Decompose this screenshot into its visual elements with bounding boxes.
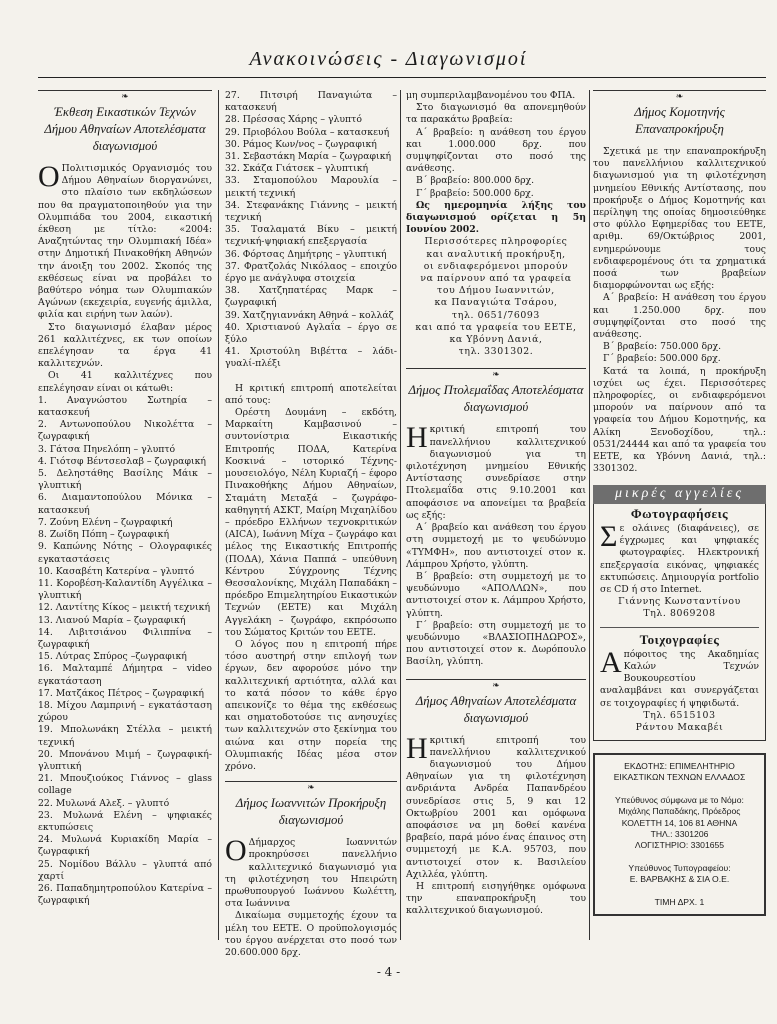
article-paragraph: Η επιτροπή εισηγήθηκε ομόφωνα την επαναπροκήρυξη του καλλιτεχνικού διαγωνισμού. bbox=[406, 880, 586, 917]
publisher-line bbox=[599, 852, 760, 863]
article-paragraph: Στο διαγωνισμό έλαβαν μέρος 261 καλλιτέχνες, εκ των οποίων επελέγησαν τα έργα 41 καλλιτεχνών. bbox=[38, 321, 212, 370]
ad-separator bbox=[600, 627, 759, 628]
article-paragraph: Κατά τα λοιπά, η προκήρυξη ισχύει ως έχει. Περισσότερες πληροφορίες, οι ενδιαφερόμενοι μπορούν να παίρνουν από τα γραφεία του Δήμου Κομοτηνής, κα Αλίκη Ξενοδοχίδου, τηλ.: 0531/24444 και από τα γραφεία του ΕΕΤΕ, κα Υβόννη Δανιά, τηλ.: 3301302. bbox=[593, 365, 766, 475]
drop-cap: Ο bbox=[225, 834, 247, 868]
artist-list-item: 19. Μπολωνάκη Στέλλα – μεικτή τεχνική bbox=[38, 724, 212, 748]
classifieds-box bbox=[593, 504, 766, 741]
artist-list-item: 14. Λιβιτσιάνου Φιλιππίνα – ζωγραφική bbox=[38, 626, 212, 650]
artist-list-item: 8. Ζωίδη Πόπη – ζωγραφική bbox=[38, 529, 170, 541]
artist-list-item: 30. Ράμος Κων/νος – ζωγραφική bbox=[225, 138, 377, 150]
ad-title-photography: Φωτογραφήσεις bbox=[630, 505, 729, 521]
artist-list-item: 27. Πιτσιρή Παναγιώτα – κατασκευή bbox=[225, 90, 397, 114]
contact-line: Περισσότερες πληροφορίες bbox=[424, 236, 568, 248]
artist-list-item: 16. Μαλταμπέ Δήμητρα – video εγκατάσταση bbox=[38, 663, 212, 687]
publisher-line: Μιχάλης Παπαδάκης, Πρόεδρος bbox=[618, 806, 741, 817]
column-2 bbox=[225, 90, 397, 958]
publisher-line bbox=[599, 784, 760, 795]
publisher-line: ΕΙΚΑΣΤΙΚΩΝ ΤΕΧΝΩΝ ΕΛΛΑΔΟΣ bbox=[613, 772, 746, 783]
artist-list-item: 41. Χριστούλη Βιβέττα – λάδι-γυαλί-πλέξι bbox=[225, 346, 397, 370]
article-title-athens-results: Δήμος Αθηναίων Αποτελέσματα διαγωνισμού bbox=[415, 693, 577, 725]
contact-block bbox=[406, 236, 586, 358]
artist-list-item: 7. Ζούνη Ελένη – ζωγραφική bbox=[38, 516, 173, 528]
drop-cap: Η bbox=[406, 421, 428, 455]
column-divider bbox=[400, 90, 401, 940]
article-paragraph: Ηκριτική επιτροπή του πανελλήνιου καλλιτεχνικού διαγωνισμού του Δήμου Αθηναίων για τη φιλοτέχνηση ανδριάντα Ανδρέα Παπανδρέου συνεδρίασε στις 5, 9 και 12 Οκτωβρίου 2001 και ομόφωνα αποφάσισε να μη δοθεί κανένα βραβείο, παρά μόνο ένας έπαινος στη συμμετοχή με Κ.Α. 95703, που αντιστοιχεί στον κ. Βασιλείου Αχιλλέα, γλύπτη. bbox=[406, 731, 586, 880]
page-body bbox=[38, 90, 766, 960]
publisher-line: ΤΗΛ.: 3301206 bbox=[650, 828, 709, 839]
ad-contact-phone: Τηλ. 8069208 bbox=[643, 608, 716, 620]
artist-list-item: 12. Λαντίτης Κίκος – μεικτή τεχνική bbox=[38, 602, 211, 614]
artist-list-item: 32. Σκάζα Γιάτσεκ – γλυπτική bbox=[225, 163, 369, 175]
artist-list-item: 4. Γιότσφ Βέντσεσλαβ – ζωγραφική bbox=[38, 455, 206, 467]
artist-list-item: 17. Ματζάκος Πέτρος – ζωγραφική bbox=[38, 687, 204, 699]
drop-cap: Σ bbox=[600, 519, 618, 553]
publisher-line: Υπεύθυνος Τυπογραφείου: bbox=[628, 862, 731, 873]
artist-list-item: 24. Μυλωνά Κυριακίδη Μαρία – ζωγραφική bbox=[38, 834, 212, 858]
article-paragraph: μη συμπεριλαμβανομένου του ΦΠΑ. bbox=[406, 90, 576, 101]
column-divider bbox=[589, 90, 590, 940]
artist-list-item: 39. Χατζηγιαννάκη Αθηνά – κολλάζ bbox=[225, 309, 394, 321]
prize-line: Γ΄ βραβείο: 500.000 δρχ. bbox=[603, 353, 721, 365]
artist-list-item: 18. Μίχου Λαμπρινή – εγκατάσταση χώρου bbox=[38, 699, 212, 724]
artist-list-item: 25. Νομίδου Βάλλυ – γλυπτά από χαρτί bbox=[38, 858, 212, 882]
ornament-icon: ❧ bbox=[593, 90, 766, 102]
publisher-info-box bbox=[593, 753, 766, 916]
column-4 bbox=[593, 90, 766, 940]
artist-list-item: 29. Πριοβόλου Βούλα – κατασκευή bbox=[225, 126, 390, 138]
ad-contact-phone: Τηλ. 6515103 bbox=[643, 709, 716, 721]
artist-list-item: 23. Μυλωνά Ελένη – ψηφιακές εκτυπώσεις bbox=[38, 809, 212, 833]
artist-list-item: 37. Φρατζολάς Νικόλαος – εποιχύο έργο με ανάγλυφα στοιχεία bbox=[225, 260, 397, 285]
contact-line: κα Παναγιώτα Τσάρου, bbox=[434, 297, 558, 309]
article-title-ioannina: Δήμος Ιωαννιτών Προκήρυξη διαγωνισμού bbox=[235, 796, 387, 828]
article-title-komotini: Δήμος Κομοτηνής Επαναπροκήρυξη bbox=[634, 105, 725, 136]
artist-list-item: 28. Πρέσσας Χάρης – γλυπτό bbox=[225, 114, 362, 126]
publisher-line bbox=[599, 885, 760, 896]
page-number: - 4 - bbox=[376, 965, 401, 979]
prize-line: Α΄ βραβείο και ανάθεση του έργου στη συμμετοχή με το ψευδώνυμο «ΤΥΜΦΗ», που αντιστοιχεί στον κ. Λάμπρου Χρήστο, γλύπτη. bbox=[406, 522, 586, 570]
publisher-line: Υπεύθυνος σύμφωνα με το Νόμο: bbox=[615, 795, 744, 806]
classifieds-header: μικρές αγγελίες bbox=[593, 485, 766, 503]
article-paragraph: Οι 41 καλλιτέχνες που επελέγησαν είναι οι κάτωθι: bbox=[38, 370, 212, 394]
drop-cap: Ο bbox=[38, 160, 60, 193]
artist-list-item: 20. Μπονάνου Μιμή – ζωγραφική-γλυπτική bbox=[38, 748, 212, 772]
prize-line: Β΄ βραβείο: στη συμμετοχή με το ψευδώνυμο «ΑΠΟΛΛΩΝ», που αντιστοιχεί στον κ. Λάμπρου Χρήστο, γλύπτη. bbox=[406, 570, 586, 619]
ad-text: Απόφοιτος της Ακαδημίας Καλών Τεχνών Βουκουρεστίου αναλαμβάνει και συνεργάζεται σε τοιχογραφίες ή ψηφιδωτά. bbox=[600, 645, 759, 709]
column-1 bbox=[38, 90, 212, 940]
artist-list-item: 22. Μυλωνά Αλεξ. – γλυπτό bbox=[38, 797, 170, 809]
article-title-athens-exhibition: Έκθεση Εικαστικών Τεχνών Δήμου Αθηναίων Αποτελέσματα διαγωνισμού bbox=[44, 105, 206, 153]
artist-list-item: 10. Κασαβέτη Κατερίνα – γλυπτό bbox=[38, 565, 195, 577]
artist-list-item: 35. Τσαλαματά Βίκυ – μεικτή τεχνική-ψηφιακή επεξεργασία bbox=[225, 224, 397, 248]
article-paragraph: Ο λόγος που η επιτροπή πήρε τόσο αυστηρή στην επιλογή των έργων, δεν αφορούσε μόνο την καλλιτεχνική αρτιότητα, αλλά και το κατά πόσον το κάθε έργο απεικονίζε το θέμα της εκθέσεως και σηματοδοτούσε τις ανησυχίες των καλλιτεχνών στο ξεκίνημα του αιώνα και στην πορεία της Ολυμπιακής Ιδέας μέσα στον χρόνο. bbox=[225, 638, 397, 772]
ornament-icon: ❧ bbox=[406, 368, 586, 380]
prize-line: Β΄ βραβείο: 800.000 δρχ. bbox=[416, 175, 535, 187]
prize-line: Γ΄ βραβείο: 500.000 δρχ. bbox=[416, 187, 534, 199]
artist-list-item: 2. Αντωνοπούλου Νικολέττα – ζωγραφική bbox=[38, 419, 212, 443]
publisher-line: ΚΟΛΕΤΤΗ 14, 106 81 ΑΘΗΝΑ bbox=[621, 817, 738, 828]
artist-list-item: 3. Γάτσα Πηνελόπη – γλυπτό bbox=[38, 443, 176, 455]
article-title-ptolemaida: Δήμος Πτολεμαΐδας Αποτελέσματα διαγωνισμού bbox=[408, 383, 584, 415]
artist-list-item: 13. Λιανού Μαρία – ζωγραφική bbox=[38, 614, 186, 626]
article-paragraph: Ηκριτική επιτροπή του πανελλήνιου καλλιτεχνικού διαγωνισμού για τη φιλοτέχνηση μνημείου Εθνικής Αντίστασης συνεδρίασε στην Πτολεμαΐδα στις 9.10.2001 και αποφάσισε να απονείμει τα βραβεία ως εξής: bbox=[406, 421, 586, 521]
artist-list-item: 1. Αναγνώστου Σωτηρία – κατασκευή bbox=[38, 394, 212, 419]
article-paragraph: Η κριτική επιτροπή αποτελείται από τους: bbox=[225, 382, 397, 406]
artist-list-item: 21. Μπουζιούκος Γιάννος – glass collage bbox=[38, 773, 212, 797]
article-paragraph: Σχετικά με την επαναπροκήρυξη του πανελλήνιου καλλιτεχνικού διαγωνισμού για τη φιλοτέχνηση μνημείου Εθνικής Αντίστασης, που προκήρυξε ο Δήμος Κομοτηνής και περίληψη της οποίας δημοσιεύθηκε στο φύλλο Εφημερίδας του ΕΕΤΕ, αριθμ. 69/Οκτώβριος 2001, ενημερώνουμε τους ενδιαφερομένους ότι τα χρηματικά ποσά των βραβείων διαμορφώνονται ως εξής: bbox=[593, 146, 766, 292]
artist-list-item: 40. Χριστιανού Αγλαΐα – έργο σε ξύλο bbox=[225, 321, 397, 346]
page-header-title: Ανακοινώσεις - Διαγωνισμοί bbox=[249, 48, 528, 70]
artist-list-item: 9. Καπώνης Νότης – Ολογραφικές εγκαταστάσεις bbox=[38, 541, 212, 565]
artist-list-item: 15. Λύτρας Σπύρος –ζωγραφική bbox=[38, 651, 187, 663]
ornament-icon: ❧ bbox=[225, 781, 397, 793]
drop-cap: Α bbox=[600, 645, 622, 679]
publisher-line: ΛΟΓΙΣΤΗΡΙΟ: 3301655 bbox=[634, 840, 725, 851]
contact-line: και αναλυτική προκήρυξη, bbox=[426, 248, 566, 260]
prize-line: Α΄ βραβείο: η ανάθεση του έργου και 1.000.000 δρχ. που συμψηφίζονται στο ποσό της ανάθεσης. bbox=[406, 126, 586, 175]
prize-line: Γ΄ βραβείο: στη συμμετοχή με το ψευδώνυμο «ΒΛΑΣΙΟΠΗΔΩΡΟΣ», που αντιστοιχεί στον κ. Δωρόπουλο Βασίλη, γλύπτη. bbox=[406, 619, 586, 668]
publisher-line: ΤΙΜΗ ΔΡΧ. 1 bbox=[654, 896, 705, 907]
ad-text: Σε ολάινες (διαφάνειες), σε έγχρωμες και ψηφιακές φωτογραφίες. Ηλεκτρονική επεξεργασία εικόνας, ψηφιακές εκτυπώσεις. Δημιουργία portfolio σε CD ή στο Internet. bbox=[600, 519, 759, 595]
header-rule bbox=[38, 77, 766, 78]
drop-cap: Η bbox=[406, 731, 428, 765]
artist-list-item: 38. Χατζηπατέρας Μαρκ – ζωγραφική bbox=[225, 285, 397, 309]
column-divider bbox=[218, 90, 219, 940]
prize-line: Β΄ βραβείο: 750.000 δρχ. bbox=[603, 341, 722, 353]
contact-line: τηλ. 3301302. bbox=[458, 346, 534, 358]
ornament-icon: ❧ bbox=[38, 90, 212, 102]
artist-list-item: 31. Σεβαστάκη Μαρία – ζωγραφική bbox=[225, 151, 392, 163]
contact-line: κα Υβόννη Δανιά, bbox=[449, 334, 543, 346]
artist-list-item: 11. Κοροβέση-Καλαντίδη Αγγέλικα – γλυπτική bbox=[38, 577, 212, 602]
artist-list-item: 26. Παπαδημητροπούλου Κατερίνα – ζωγραφική bbox=[38, 882, 212, 907]
contact-line: του Δήμου Ιωαννιτών, bbox=[437, 285, 555, 297]
article-paragraph: Ο Πολιτισμικός Οργανισμός του Δήμου Αθηναίων διοργανώνει, στο πλαίσιο των εκδηλώσεων που θα πραγματοποιηθούν για την Ολυμπιάδα του 2004, εικαστική έκθεση με τίτλο: «2004: Αναζητώντας την Ολυμπιακή Ιδέα» στην Δημοτική Πινακοθήκη Αθηνών την άνοιξη του 2002. Σκοπός της εκθέσεως είναι να προβάλει το βαθύτερο νόημα των Ολυμπιακών Αγώνων (εκεχειρία, ευγενής άμιλλα, φιλία και ειρήνη των λαών). bbox=[38, 160, 212, 321]
article-paragraph: Στο διαγωνισμό θα απονεμηθούν τα παρακάτω βραβεία: bbox=[406, 102, 586, 126]
article-paragraph: Ορέστη Δουμάνη – εκδότη, Μαρκαίτη Καμβασινού – συντονίστρια Εικαστικής Επιτροπής ΠΟΔΑ, Κατερίνα Κοσκινά – ιστορικό Τέχνης-μουσειολόγο, Νέλη Κυριαζή – έφορο Πινακοθήκης Δήμου Αθηναίων, Σταμάτη Μεταξά – ζωγράφο-καθηγητή ΑΣΚΤ, Μαίρη Μιχαηλίδου – πρόεδρο Ελλήνων τεχνοκριτικών (AICA), Ιωάννη Μίχα – ζωγράφο και μέλος της Εικαστικής Επιτροπής (ΠΟΔΑ), Χάνια Παππά – υπεύθυνη Κέντρου Σύγχρονης Τέχνης Θεσσαλονίκης, Μιχάλη Παπαδάκη – πρόεδρο Επιμελητηρίου Εικαστικών Τεχνών (ΕΕΤΕ) και Μιχάλη Αγγελάκη – ζωγράφο, εκπρόσωπο του Σώματος Κριτών του ΕΕΤΕ. bbox=[225, 407, 397, 638]
artist-list bbox=[38, 395, 212, 908]
ad-contact-name: Ράντου Μακαβέι bbox=[635, 721, 724, 733]
artist-list-item: 34. Στεφανάκης Γιάννης – μεικτή τεχνική bbox=[225, 199, 397, 224]
contact-line: και από τα γραφεία του ΕΕΤΕ, bbox=[415, 321, 577, 333]
contact-line: οι ενδιαφερόμενοι μπορούν bbox=[423, 260, 569, 272]
ornament-icon: ❧ bbox=[406, 679, 586, 691]
contact-line: τηλ. 0651/76093 bbox=[452, 309, 540, 321]
artist-list-item: 5. Δεληστάθης Βασίλης Μάικ – γλυπτική bbox=[38, 468, 212, 492]
contact-line: να παίρνουν από τα γραφεία bbox=[420, 273, 572, 285]
artist-list-item: 33. Σταμοπούλου Μαρουλία – μεικτή τεχνική bbox=[225, 175, 397, 199]
publisher-line: Ε. ΒΑΡΒΑΚΗΣ & ΣΙΑ Ο.Ε. bbox=[629, 874, 730, 885]
prize-line: Α΄ βραβείο: Η ανάθεση του έργου και 1.250.000 δρχ. που συμψηφίζονται στο ποσό της ανάθεσης. bbox=[593, 292, 766, 341]
deadline-notice: Ως ημερομηνία λήξης του διαγωνισμού ορίζεται η 5η Ιουνίου 2002. bbox=[406, 199, 586, 236]
ad-contact-name: Γιάννης Κωνσταντίνου bbox=[618, 596, 741, 608]
article-paragraph: Ο Δήμαρχος Ιωαννιτών προκηρύσσει πανελλήνιο καλλιτεχνικό διαγωνισμό για τη φιλοτέχνηση του Ηπειρώτη πρωθυπουργού Ιωάννου Κωλέττη, στα Ιωάννινα bbox=[225, 834, 397, 910]
article-paragraph: Δικαίωμα συμμετοχής έχουν τα μέλη του ΕΕΤΕ. Ο προϋπολογισμός του έργου ανέρχεται στο ποσό των 20.600.000 δρχ. bbox=[225, 910, 397, 958]
ad-title-murals: Τοιχογραφίες bbox=[639, 631, 720, 647]
artist-list-item: 6. Διαμαντοπούλου Μόνικα – κατασκευή bbox=[38, 492, 212, 516]
artist-list bbox=[225, 90, 397, 371]
artist-list-item: 36. Φόρτσας Δημήτρης – γλυπτική bbox=[225, 248, 387, 260]
column-3 bbox=[406, 90, 586, 940]
publisher-line: ΕΚΔΟΤΗΣ: ΕΠΙΜΕΛΗΤΗΡΙΟ bbox=[624, 761, 735, 772]
